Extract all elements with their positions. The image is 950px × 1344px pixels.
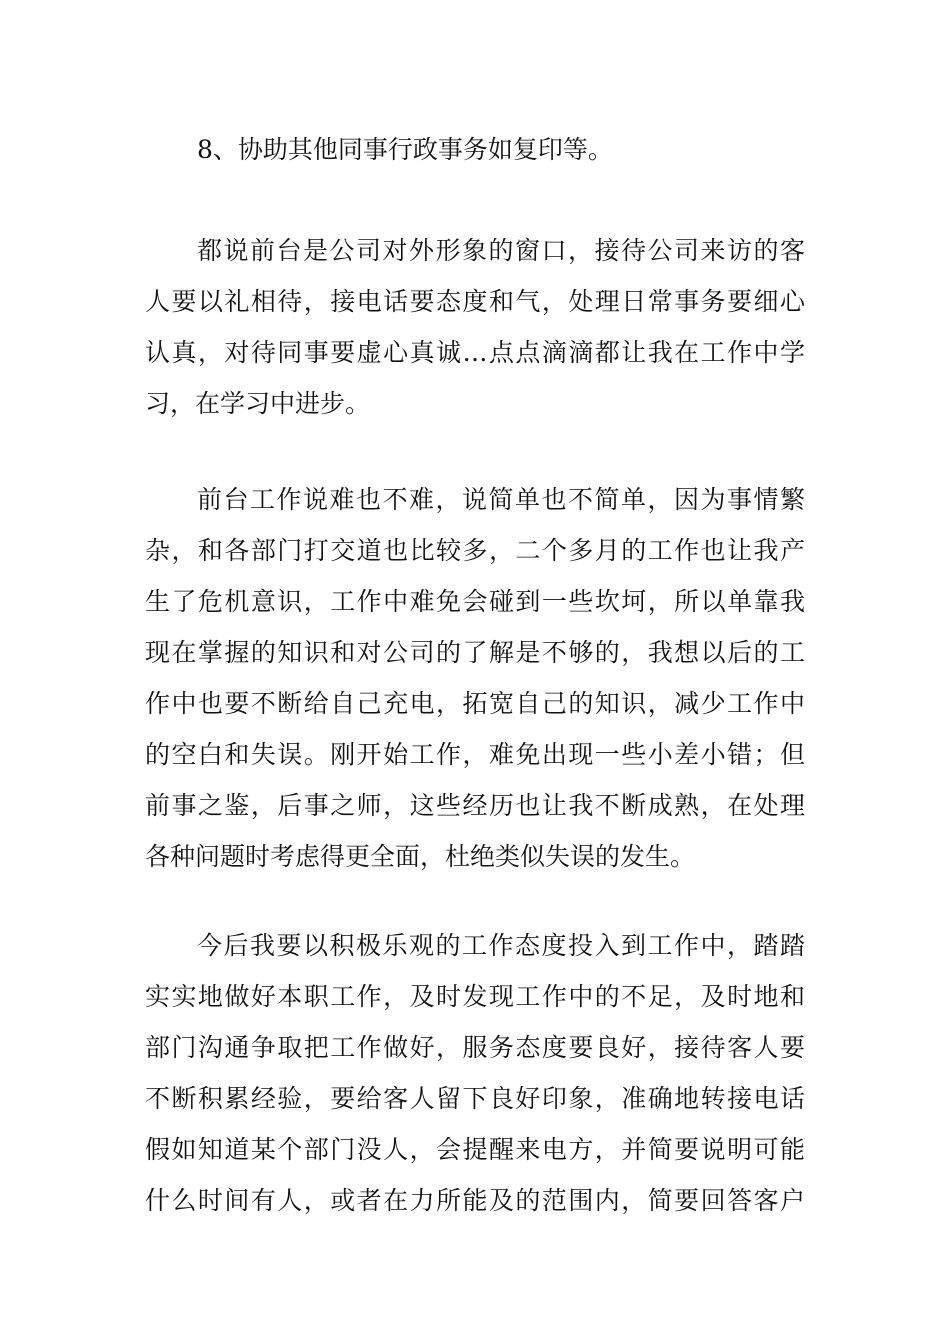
paragraph-line: 实实地做好本职工作，及时发现工作中的不足，及时地和 <box>145 982 805 1011</box>
paragraph-line: 生了危机意识，工作中难免会碰到一些坎坷，所以单靠我 <box>145 587 805 616</box>
paragraph-item-8 <box>145 124 805 175</box>
paragraph-line: 今后我要以积极乐观的工作态度投入到工作中，踏踏 <box>197 931 805 960</box>
paragraph-line: 现在掌握的知识和对公司的了解是不够的，我想以后的工 <box>145 638 805 667</box>
paragraph-front-desk-window <box>145 225 805 429</box>
paragraph-line: 部门沟通争取把工作做好，服务态度要良好，接待客人要 <box>145 1033 805 1062</box>
paragraph-line: 假如知道某个部门没人，会提醒来电方，并简要说明可能 <box>145 1135 805 1164</box>
paragraph-line: 前台工作说难也不难，说简单也不简单，因为事情繁 <box>197 485 805 514</box>
paragraph-line: 什么时间有人，或者在力所能及的范围内，简要回答客户 <box>145 1186 805 1215</box>
paragraph-future-plans <box>145 920 805 1226</box>
paragraph-line: 各种问题时考虑得更全面，杜绝类似失误的发生。 <box>145 842 696 871</box>
paragraph-line: 人要以礼相待，接电话要态度和气，处理日常事务要细心 <box>145 287 805 316</box>
paragraph-line: 的空白和失误。刚开始工作，难免出现一些小差小错；但 <box>145 740 805 769</box>
paragraph-line: 习，在学习中进步。 <box>145 389 371 418</box>
paragraph-line: 不断积累经验，要给客人留下良好印象，准确地转接电话 <box>145 1084 805 1113</box>
paragraph-line: 都说前台是公司对外形象的窗口，接待公司来访的客 <box>197 236 805 265</box>
paragraph-front-desk-work <box>145 474 805 882</box>
paragraph-line: 前事之鉴，后事之师，这些经历也让我不断成熟，在处理 <box>145 791 805 820</box>
paragraph-line: 8、协助其他同事行政事务如复印等。 <box>197 135 613 164</box>
paragraph-line: 杂，和各部门打交道也比较多，二个多月的工作也让我产 <box>145 536 805 565</box>
paragraph-line: 认真，对待同事要虚心真诚…点点滴滴都让我在工作中学 <box>145 338 805 367</box>
paragraph-line: 作中也要不断给自己充电，拓宽自己的知识，减少工作中 <box>145 689 805 718</box>
